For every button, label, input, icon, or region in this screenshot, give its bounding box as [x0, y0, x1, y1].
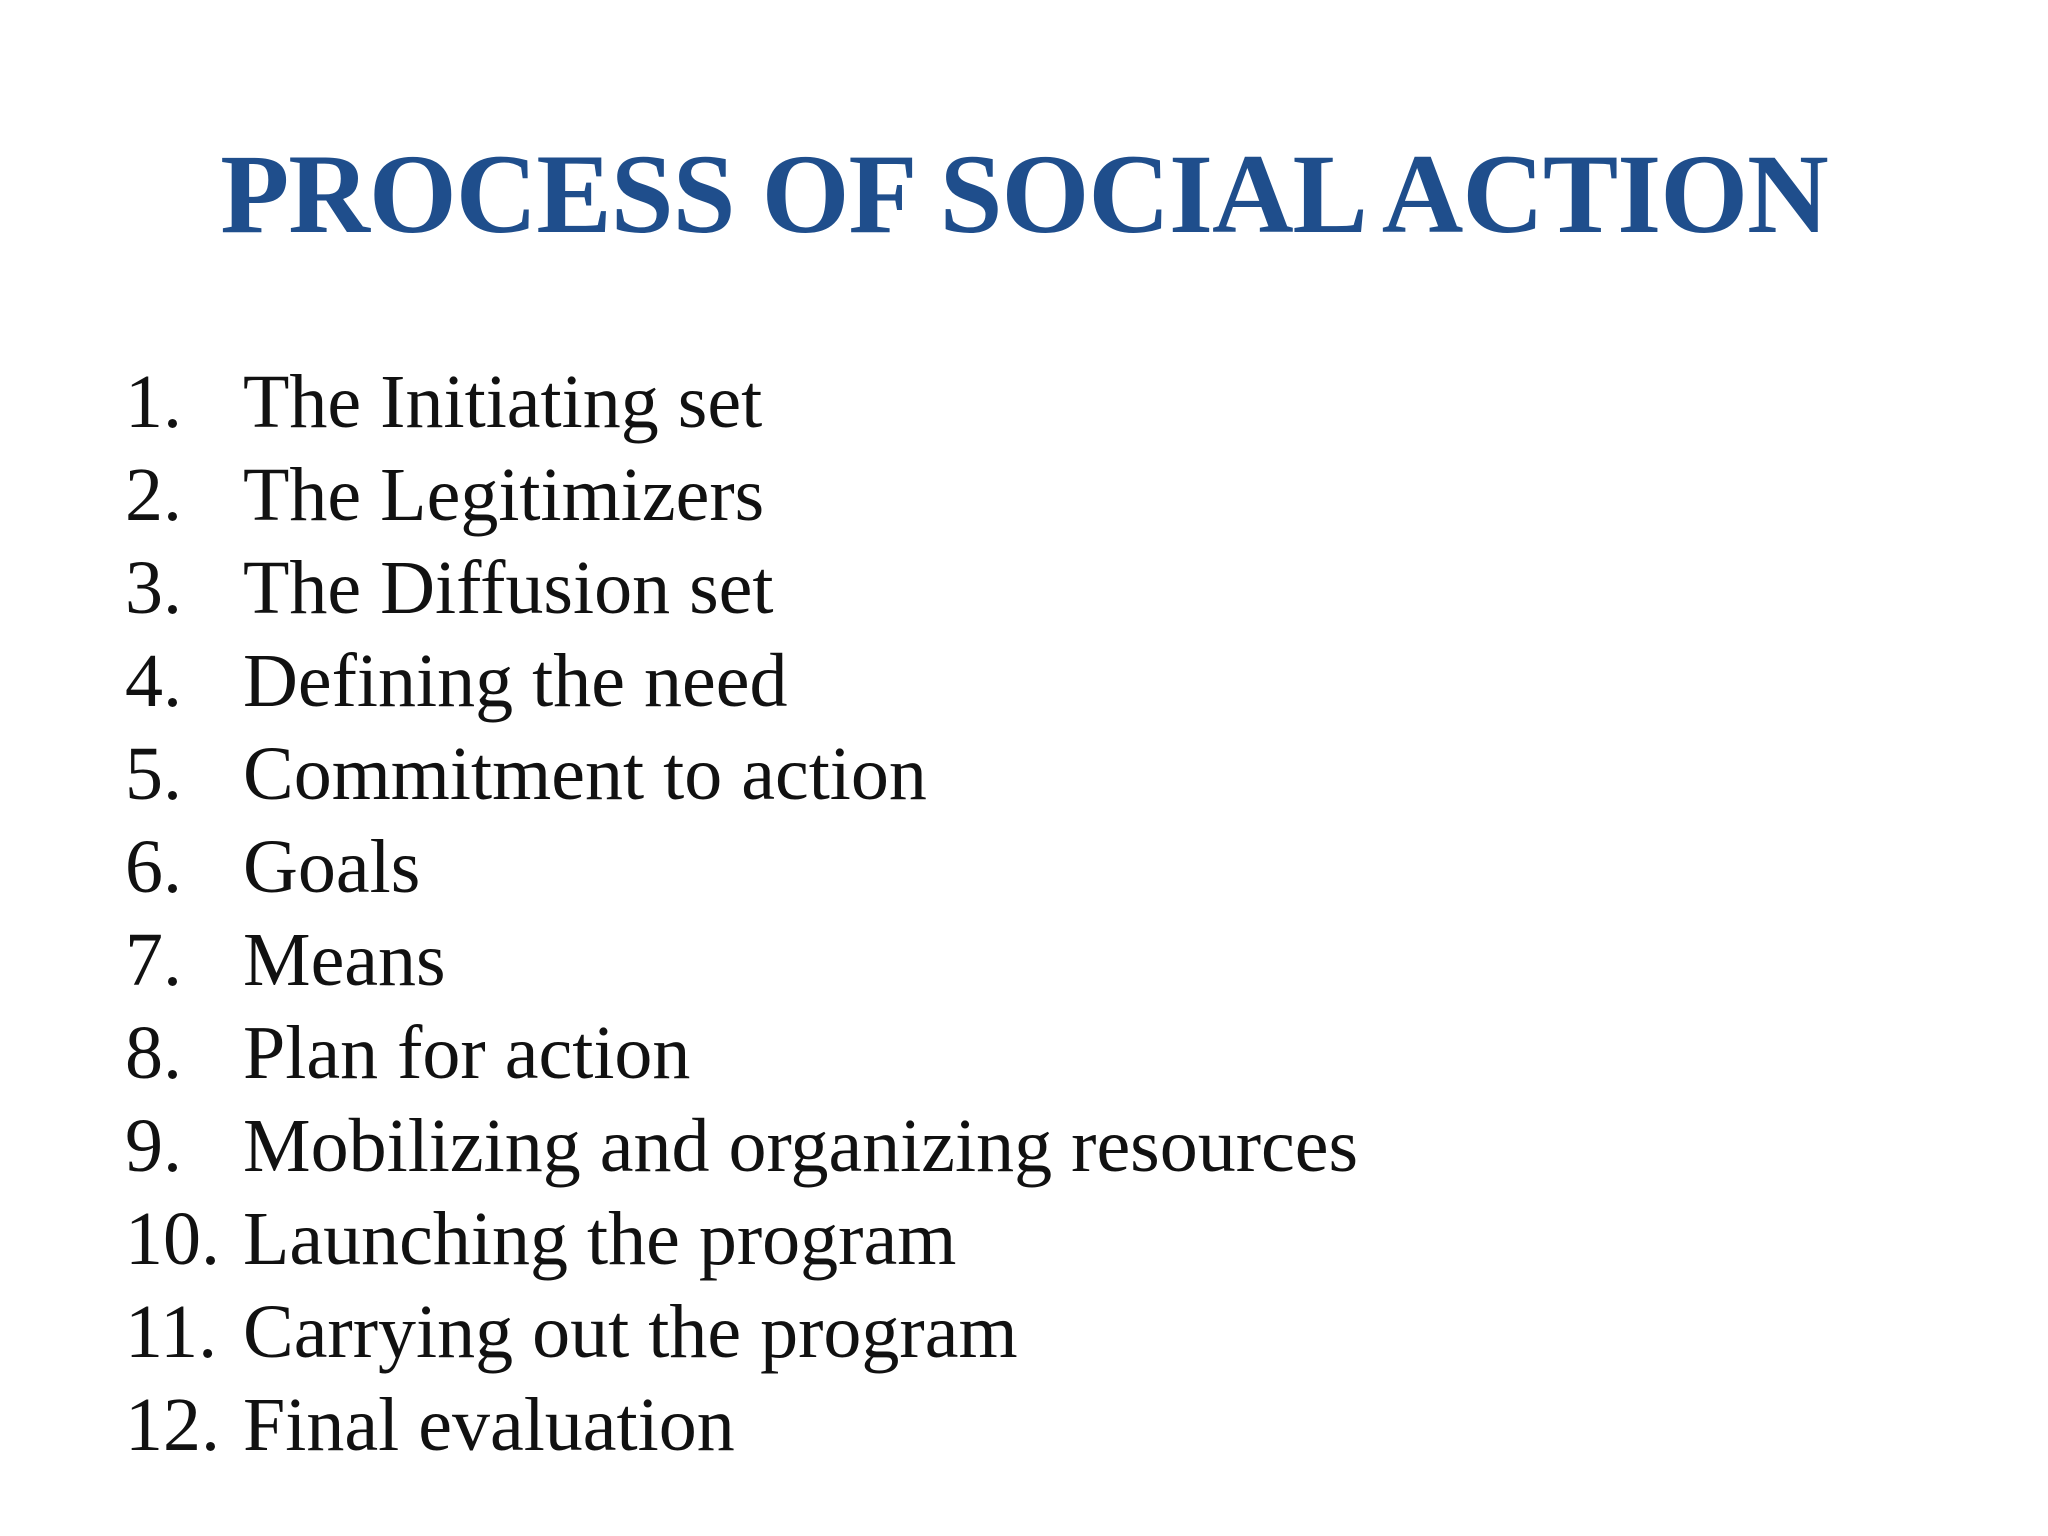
item-text: Final evaluation [243, 1383, 735, 1467]
item-number: 6. [125, 825, 182, 909]
item-text: Goals [243, 825, 421, 909]
list-item [125, 914, 1358, 1007]
list-item [125, 728, 1358, 821]
item-number: 4. [125, 639, 182, 723]
item-text: Plan for action [243, 1011, 691, 1095]
item-text: Mobilizing and organizing resources [243, 1104, 1359, 1188]
item-number: 8. [125, 1011, 182, 1095]
item-text: Means [243, 918, 446, 1002]
list-item [125, 821, 1358, 914]
list-item [125, 356, 1358, 449]
slide-title: PROCESS OF SOCIAL ACTION [220, 132, 1828, 257]
item-number: 11. [125, 1290, 218, 1374]
item-text: The Legitimizers [243, 453, 765, 537]
list-item [125, 1193, 1358, 1286]
list-item [125, 1007, 1358, 1100]
item-text: Commitment to action [243, 732, 927, 816]
item-number: 1. [125, 360, 182, 444]
list-item [125, 449, 1358, 542]
list-item [125, 635, 1358, 728]
process-steps-list [125, 356, 1358, 1472]
item-number: 5. [125, 732, 182, 816]
list-item [125, 542, 1358, 635]
item-number: 12. [125, 1383, 220, 1467]
list-item [125, 1286, 1358, 1379]
item-text: Launching the program [243, 1197, 957, 1281]
item-text: The Initiating set [243, 360, 763, 444]
item-text: Defining the need [243, 639, 788, 723]
item-number: 3. [125, 546, 182, 630]
item-number: 7. [125, 918, 182, 1002]
list-item [125, 1379, 1358, 1472]
list-item [125, 1100, 1358, 1193]
item-text: Carrying out the program [243, 1290, 1018, 1374]
item-number: 9. [125, 1104, 182, 1188]
item-number: 10. [125, 1197, 220, 1281]
item-text: The Diffusion set [243, 546, 774, 630]
item-number: 2. [125, 453, 182, 537]
